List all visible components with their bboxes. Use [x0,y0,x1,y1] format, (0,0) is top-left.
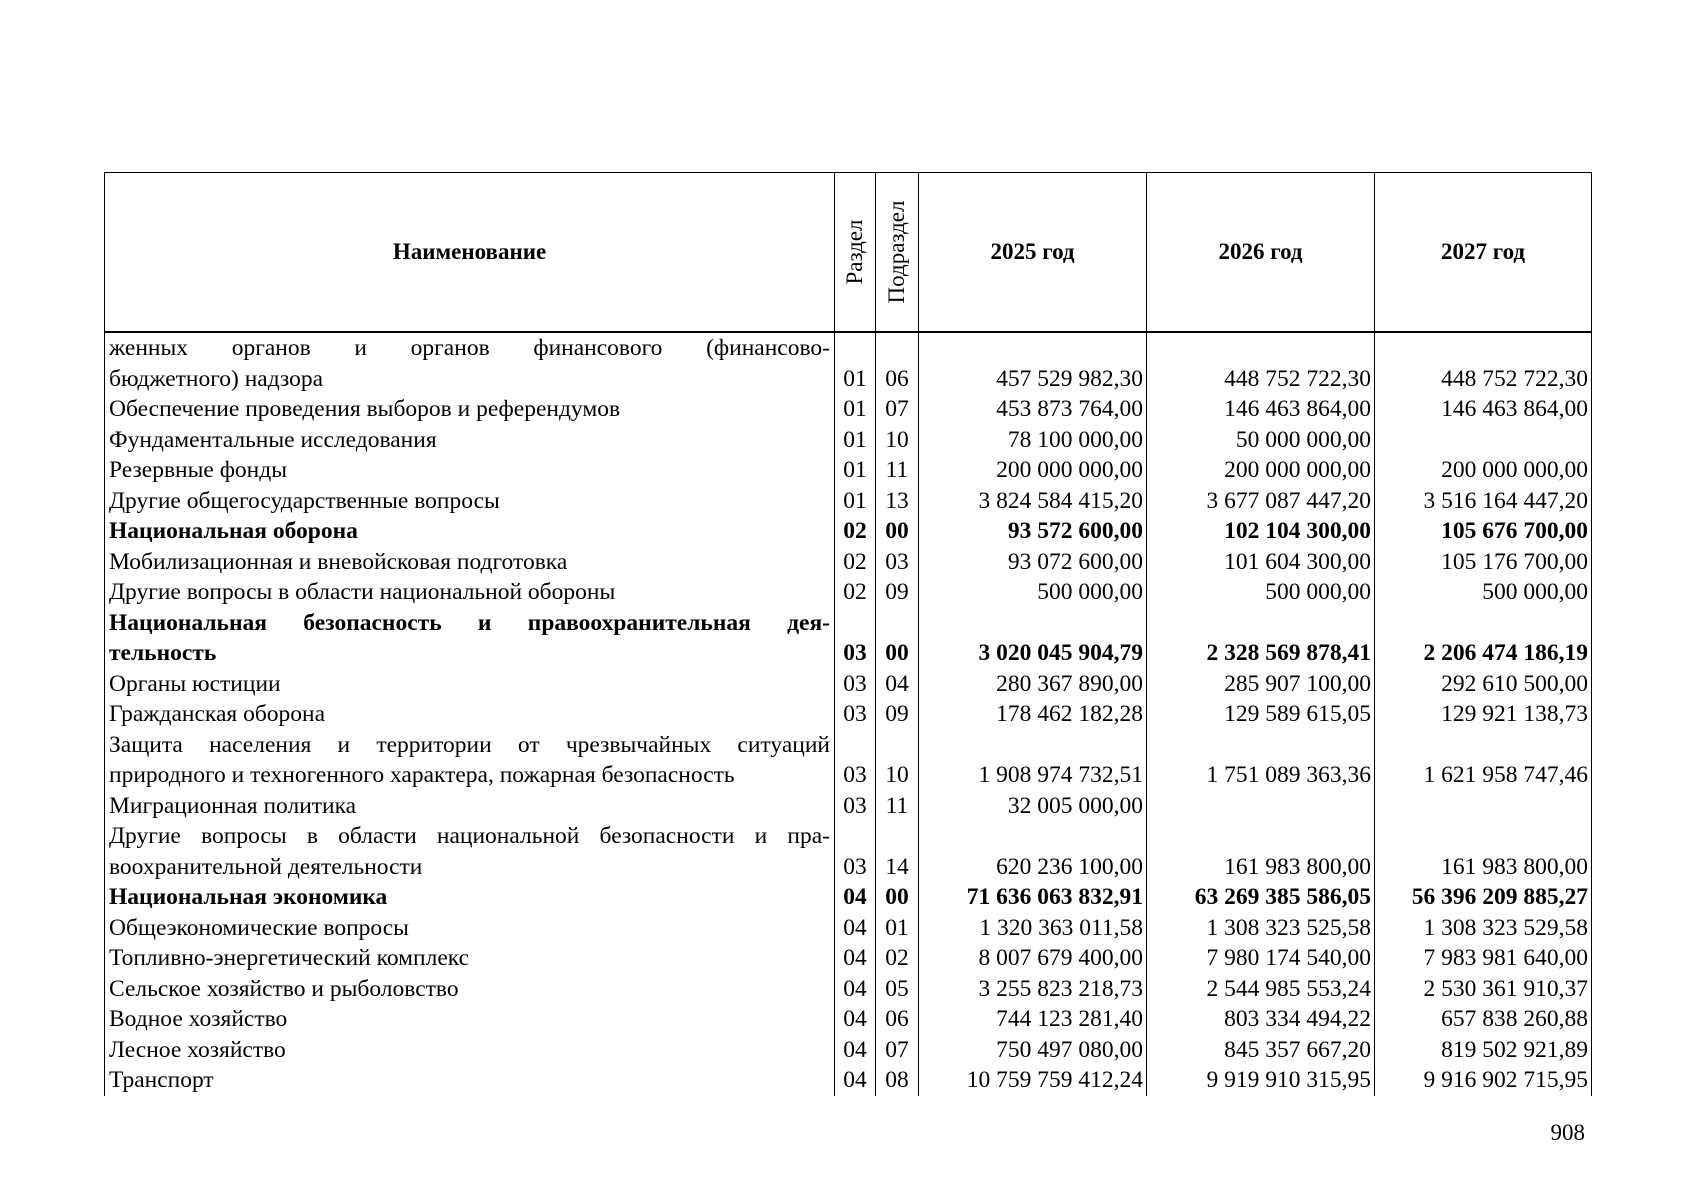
row-name: Гражданская оборона [105,699,835,730]
row-value-2027 [1375,425,1592,456]
row-value-2027 [1375,332,1592,364]
table-row [105,699,1592,730]
row-subsection: 10 [876,425,919,456]
row-subsection: 03 [876,547,919,578]
row-section: 03 [835,760,876,791]
row-subsection: 05 [876,974,919,1005]
row-name: Национальная экономика [105,882,835,913]
table-row [105,486,1592,517]
row-value-2027: 657 838 260,88 [1375,1004,1592,1035]
row-section [835,821,876,852]
row-value-2025: 93 572 600,00 [919,516,1147,547]
row-value-2026: 3 677 087 447,20 [1147,486,1375,517]
row-value-2025: 1 320 363 011,58 [919,913,1147,944]
row-value-2027: 161 983 800,00 [1375,852,1592,883]
row-section: 04 [835,913,876,944]
row-name [105,730,835,761]
row-value-2026: 845 357 667,20 [1147,1035,1375,1066]
row-subsection: 14 [876,852,919,883]
row-name: Лесное хозяйство [105,1035,835,1066]
row-value-2025 [919,821,1147,852]
row-section: 02 [835,547,876,578]
table-row [105,1035,1592,1066]
table-row [105,364,1592,395]
row-subsection [876,730,919,761]
table-row [105,821,1592,852]
table-row [105,638,1592,669]
row-name: тельность [105,638,835,669]
row-value-2026 [1147,608,1375,639]
row-value-2027: 9 916 902 715,95 [1375,1065,1592,1096]
row-name: Транспорт [105,1065,835,1096]
row-name: Другие общегосударственные вопросы [105,486,835,517]
row-value-2027: 819 502 921,89 [1375,1035,1592,1066]
row-value-2025: 744 123 281,40 [919,1004,1147,1035]
row-value-2027 [1375,821,1592,852]
row-subsection: 00 [876,516,919,547]
row-value-2027: 129 921 138,73 [1375,699,1592,730]
row-value-2025: 10 759 759 412,24 [919,1065,1147,1096]
table-row [105,425,1592,456]
table-row [105,1004,1592,1035]
row-subsection: 11 [876,455,919,486]
table-row [105,913,1592,944]
row-name: Миграционная политика [105,791,835,822]
header-year-2026: 2026 год [1147,173,1375,333]
row-subsection [876,821,919,852]
row-subsection: 11 [876,791,919,822]
row-subsection: 00 [876,882,919,913]
row-subsection: 09 [876,577,919,608]
row-section: 04 [835,1035,876,1066]
row-value-2026: 101 604 300,00 [1147,547,1375,578]
row-value-2027: 105 676 700,00 [1375,516,1592,547]
table-row [105,974,1592,1005]
row-subsection: 02 [876,943,919,974]
row-subsection: 07 [876,1035,919,1066]
row-section [835,332,876,364]
header-section [835,173,876,333]
row-value-2025 [919,730,1147,761]
table-row [105,1065,1592,1096]
row-value-2025: 620 236 100,00 [919,852,1147,883]
row-value-2027 [1375,730,1592,761]
row-value-2027 [1375,608,1592,639]
row-section: 01 [835,486,876,517]
row-name: природного и техногенного характера, пожарная безопасность [105,760,835,791]
row-name: Сельское хозяйство и рыболовство [105,974,835,1005]
row-value-2026: 146 463 864,00 [1147,394,1375,425]
table-row [105,516,1592,547]
row-value-2026: 285 907 100,00 [1147,669,1375,700]
row-value-2026: 63 269 385 586,05 [1147,882,1375,913]
row-name: Водное хозяйство [105,1004,835,1035]
row-name-line: Другие вопросы в области национальной безопасности и пра- [109,823,830,849]
page-number: 908 [1550,1120,1585,1145]
budget-table [104,172,1592,1096]
header-subsection-label: Подраздел [884,200,909,304]
row-name: Общеэкономические вопросы [105,913,835,944]
table-body [105,332,1592,1096]
row-value-2025: 1 908 974 732,51 [919,760,1147,791]
row-value-2026: 2 544 985 553,24 [1147,974,1375,1005]
row-subsection: 06 [876,364,919,395]
row-value-2027: 3 516 164 447,20 [1375,486,1592,517]
table-row [105,394,1592,425]
table-row [105,730,1592,761]
table-row [105,882,1592,913]
row-value-2027: 146 463 864,00 [1375,394,1592,425]
row-value-2025: 200 000 000,00 [919,455,1147,486]
row-name: Другие вопросы в области национальной обороны [105,577,835,608]
row-section: 01 [835,364,876,395]
row-section: 04 [835,1004,876,1035]
row-section: 04 [835,943,876,974]
row-value-2026 [1147,730,1375,761]
row-name [105,821,835,852]
row-value-2027: 292 610 500,00 [1375,669,1592,700]
row-section: 04 [835,1065,876,1096]
row-value-2026: 200 000 000,00 [1147,455,1375,486]
row-value-2027: 1 308 323 529,58 [1375,913,1592,944]
row-value-2026: 2 328 569 878,41 [1147,638,1375,669]
row-value-2026 [1147,821,1375,852]
header-year-2025: 2025 год [919,173,1147,333]
row-value-2025: 8 007 679 400,00 [919,943,1147,974]
row-value-2025: 3 824 584 415,20 [919,486,1147,517]
row-subsection: 10 [876,760,919,791]
row-section [835,608,876,639]
row-section: 03 [835,638,876,669]
row-subsection: 07 [876,394,919,425]
row-value-2025: 178 462 182,28 [919,699,1147,730]
row-subsection: 08 [876,1065,919,1096]
header-subsection [876,173,919,333]
row-value-2025: 32 005 000,00 [919,791,1147,822]
row-value-2025: 3 020 045 904,79 [919,638,1147,669]
table-row [105,943,1592,974]
table-row [105,760,1592,791]
row-subsection: 13 [876,486,919,517]
row-name: Топливно-энергетический комплекс [105,943,835,974]
row-value-2026: 161 983 800,00 [1147,852,1375,883]
row-value-2027: 448 752 722,30 [1375,364,1592,395]
row-subsection [876,332,919,364]
table-row [105,669,1592,700]
row-value-2027: 105 176 700,00 [1375,547,1592,578]
row-value-2027 [1375,791,1592,822]
row-name-line: Национальная безопасность и правоохранительная дея- [109,609,830,636]
table-header-row [105,173,1592,333]
row-section: 02 [835,577,876,608]
header-section-label: Раздел [842,219,867,285]
row-value-2027: 2 206 474 186,19 [1375,638,1592,669]
table-row [105,608,1592,639]
row-name: бюджетного) надзора [105,364,835,395]
row-section: 03 [835,852,876,883]
row-value-2025: 280 367 890,00 [919,669,1147,700]
row-value-2027: 7 983 981 640,00 [1375,943,1592,974]
row-value-2026: 1 308 323 525,58 [1147,913,1375,944]
row-value-2026: 50 000 000,00 [1147,425,1375,456]
row-name [105,608,835,639]
table-row [105,547,1592,578]
row-value-2026: 500 000,00 [1147,577,1375,608]
row-section: 01 [835,394,876,425]
row-name-line: женных органов и органов финансового (финансово- [109,335,830,361]
row-name: воохранительной деятельности [105,852,835,883]
row-value-2025 [919,608,1147,639]
row-value-2026 [1147,791,1375,822]
row-name-line: Защита населения и территории от чрезвычайных ситуаций [109,731,830,758]
row-name: Резервные фонды [105,455,835,486]
row-subsection: 06 [876,1004,919,1035]
table-row [105,332,1592,364]
row-section: 03 [835,791,876,822]
table-row [105,577,1592,608]
row-name: Национальная оборона [105,516,835,547]
row-value-2027: 200 000 000,00 [1375,455,1592,486]
row-value-2025: 457 529 982,30 [919,364,1147,395]
row-subsection: 09 [876,699,919,730]
row-section [835,730,876,761]
row-value-2025: 750 497 080,00 [919,1035,1147,1066]
row-section: 01 [835,455,876,486]
row-value-2027: 56 396 209 885,27 [1375,882,1592,913]
row-section: 02 [835,516,876,547]
row-section: 04 [835,974,876,1005]
row-name: Фундаментальные исследования [105,425,835,456]
row-name: Органы юстиции [105,669,835,700]
row-value-2025: 78 100 000,00 [919,425,1147,456]
row-value-2025: 500 000,00 [919,577,1147,608]
row-value-2025: 3 255 823 218,73 [919,974,1147,1005]
row-value-2026: 9 919 910 315,95 [1147,1065,1375,1096]
row-subsection: 00 [876,638,919,669]
row-name [105,332,835,364]
row-value-2025: 93 072 600,00 [919,547,1147,578]
row-value-2026: 1 751 089 363,36 [1147,760,1375,791]
row-value-2026: 803 334 494,22 [1147,1004,1375,1035]
row-section: 01 [835,425,876,456]
row-value-2025: 71 636 063 832,91 [919,882,1147,913]
row-section: 03 [835,669,876,700]
row-value-2027: 1 621 958 747,46 [1375,760,1592,791]
table-row [105,852,1592,883]
row-section: 03 [835,699,876,730]
row-value-2027: 500 000,00 [1375,577,1592,608]
row-value-2025 [919,332,1147,364]
row-value-2027: 2 530 361 910,37 [1375,974,1592,1005]
row-value-2026: 7 980 174 540,00 [1147,943,1375,974]
row-value-2026 [1147,332,1375,364]
row-subsection: 01 [876,913,919,944]
table-row [105,791,1592,822]
row-value-2026: 448 752 722,30 [1147,364,1375,395]
header-name: Наименование [105,173,835,333]
row-section: 04 [835,882,876,913]
table-row [105,455,1592,486]
row-value-2025: 453 873 764,00 [919,394,1147,425]
row-subsection [876,608,919,639]
row-value-2026: 129 589 615,05 [1147,699,1375,730]
row-subsection: 04 [876,669,919,700]
row-value-2026: 102 104 300,00 [1147,516,1375,547]
row-name: Обеспечение проведения выборов и референдумов [105,394,835,425]
header-year-2027: 2027 год [1375,173,1592,333]
row-name: Мобилизационная и вневойсковая подготовка [105,547,835,578]
